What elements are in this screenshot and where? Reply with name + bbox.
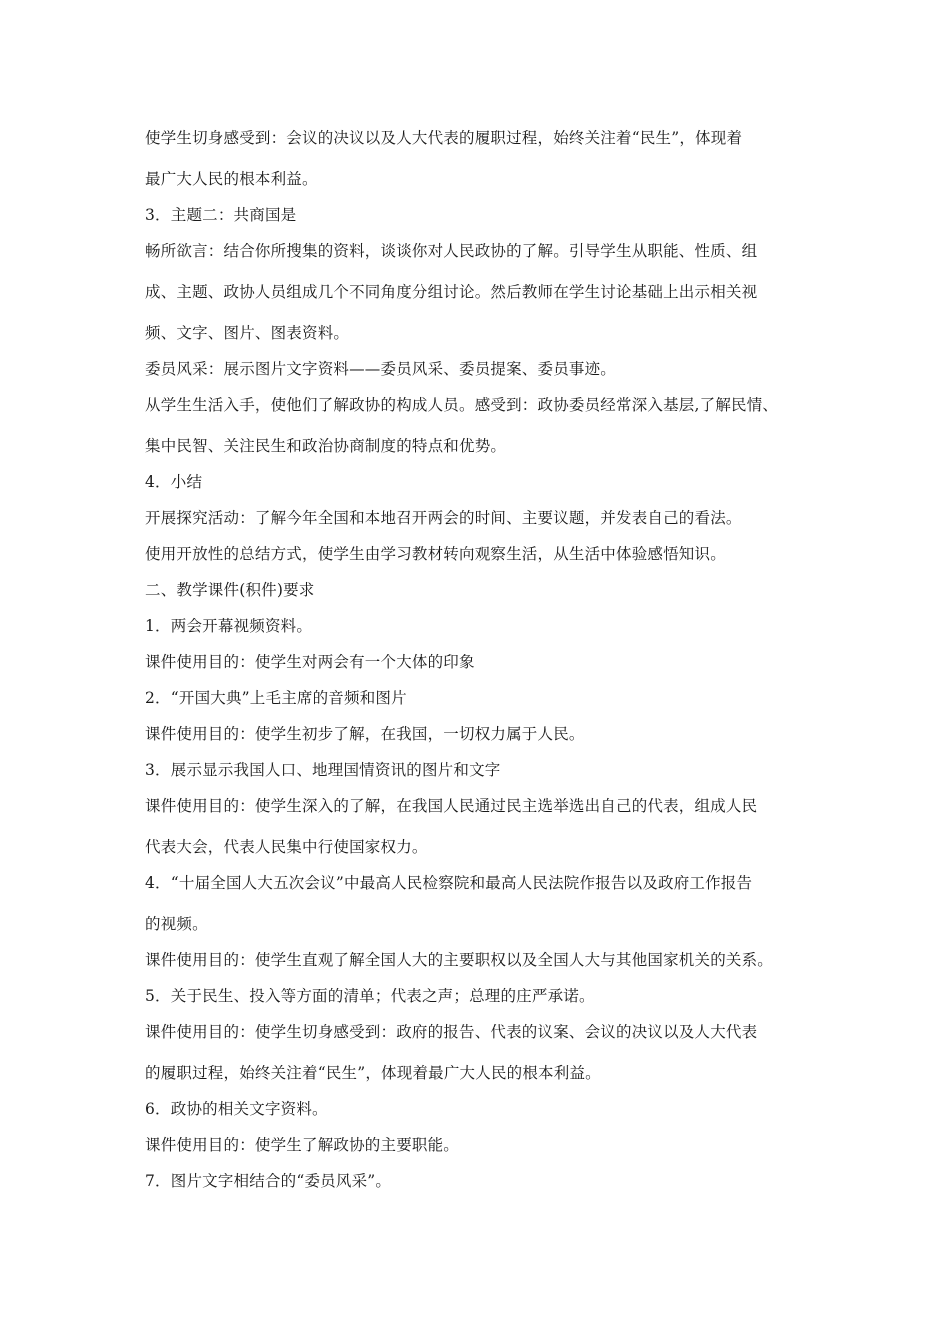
section-heading: 4．小结 bbox=[145, 473, 203, 491]
list-item: 6．政协的相关文字资料。 bbox=[145, 1100, 328, 1118]
text-line: 课件使用目的：使学生深入的了解，在我国人民通过民主选举选出自己的代表，组成人民 bbox=[145, 797, 758, 815]
text-line: 委员风采：展示图片文字资料——委员风采、委员提案、委员事迹。 bbox=[145, 360, 617, 378]
text-line: 代表大会，代表人民集中行使国家权力。 bbox=[145, 838, 428, 856]
list-item: 5．关于民生、投入等方面的清单；代表之声；总理的庄严承诺。 bbox=[145, 987, 595, 1005]
section-heading: 3．主题二：共商国是 bbox=[145, 206, 297, 224]
section-heading: 二、教学课件(积件)要求 bbox=[145, 581, 315, 599]
text-line: 课件使用目的：使学生直观了解全国人大的主要职权以及全国人大与其他国家机关的关系。 bbox=[145, 951, 774, 969]
text-line: 的视频。 bbox=[145, 915, 208, 933]
text-line: 的履职过程，始终关注着“民生”，体现着最广大人民的根本利益。 bbox=[145, 1064, 601, 1082]
text-line: 课件使用目的：使学生了解政协的主要职能。 bbox=[145, 1136, 460, 1154]
list-item: 2．“开国大典”上毛主席的音频和图片 bbox=[145, 689, 407, 707]
text-line: 使用开放性的总结方式，使学生由学习教材转向观察生活，从生活中体验感悟知识。 bbox=[145, 545, 726, 563]
text-line: 畅所欲言：结合你所搜集的资料，谈谈你对人民政协的了解。引导学生从职能、性质、组 bbox=[145, 242, 758, 260]
text-line: 使学生切身感受到：会议的决议以及人大代表的履职过程，始终关注着“民生”，体现着 bbox=[145, 129, 743, 147]
text-line: 开展探究活动：了解今年全国和本地召开两会的时间、主要议题，并发表自己的看法。 bbox=[145, 509, 742, 527]
text-line: 课件使用目的：使学生切身感受到：政府的报告、代表的议案、会议的决议以及人大代表 bbox=[145, 1023, 758, 1041]
text-line: 集中民智、关注民生和政治协商制度的特点和优势。 bbox=[145, 437, 507, 455]
list-item: 7．图片文字相结合的“委员风采”。 bbox=[145, 1172, 392, 1190]
list-item: 3．展示显示我国人口、地理国情资讯的图片和文字 bbox=[145, 761, 501, 779]
text-line: 成、主题、政协人员组成几个不同角度分组讨论。然后教师在学生讨论基础上出示相关视 bbox=[145, 283, 758, 301]
text-line: 从学生生活入手，使他们了解政协的构成人员。感受到：政协委员经常深入基层,了解民情、 bbox=[145, 396, 779, 414]
list-item: 4．“十届全国人大五次会议”中最高人民检察院和最高人民法院作报告以及政府工作报告 bbox=[145, 874, 753, 892]
text-line: 频、文字、图片、图表资料。 bbox=[145, 324, 350, 342]
text-line: 课件使用目的：使学生初步了解，在我国，一切权力属于人民。 bbox=[145, 725, 585, 743]
list-item: 1．两会开幕视频资料。 bbox=[145, 617, 313, 635]
text-line: 最广大人民的根本利益。 bbox=[145, 170, 318, 188]
text-line: 课件使用目的：使学生对两会有一个大体的印象 bbox=[145, 653, 475, 671]
